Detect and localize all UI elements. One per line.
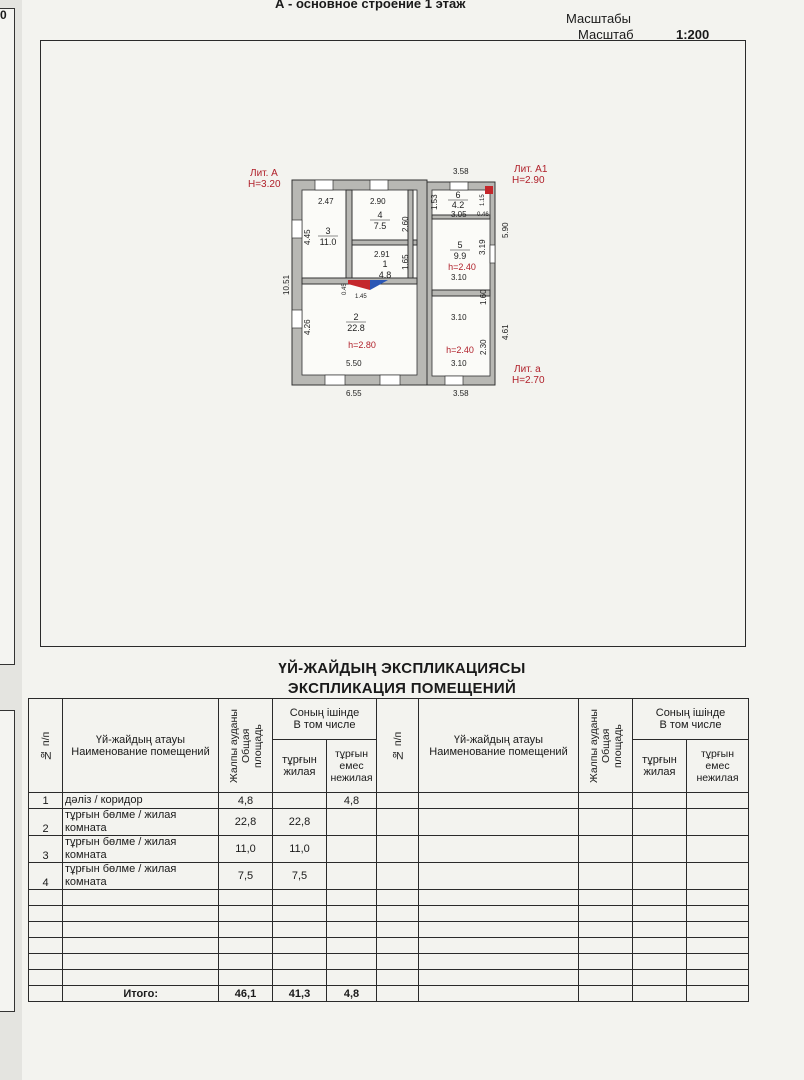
col-name-header-2: Үй-жайдың атауы Наименование помещений (419, 699, 579, 793)
previous-page-edge (0, 8, 15, 665)
dim-room7-width: 3.10 (451, 359, 467, 368)
room2-height: h=2.80 (348, 340, 376, 350)
total-area: 46,1 (219, 986, 273, 1002)
page-edge-digit: 0 (0, 8, 7, 22)
col-incl-header: Соның ішінде В том числе (273, 699, 377, 740)
total-label: Итого: (63, 986, 219, 1002)
col-num-header: № п/п (29, 699, 63, 793)
room4-num: 4 (377, 210, 383, 220)
room4-area: 7.5 (373, 221, 387, 231)
col-name-header: Үй-жайдың атауы Наименование помещений (63, 699, 219, 793)
table-row: 3 тұрғын бөлме / жилая комната 11,0 11,0 (29, 836, 749, 863)
room6-num: 6 (455, 190, 461, 200)
page-title: А - основное строение 1 этаж (275, 0, 466, 11)
room5-area: 9.9 (453, 251, 467, 261)
room5-height: h=2.40 (448, 262, 476, 272)
room1-num: 1 (382, 259, 388, 269)
room2-area: 22.8 (347, 323, 365, 333)
lit-a1-height: H=2.90 (512, 175, 545, 186)
dim-room2-width: 5.50 (346, 359, 362, 368)
dim-door-a: 0.45 (342, 283, 348, 295)
lit-a-small-height: H=2.70 (512, 375, 545, 386)
lit-a-height: H=3.20 (248, 179, 281, 190)
empty-row (29, 954, 749, 970)
room7-height: h=2.40 (446, 345, 474, 355)
room2-num: 2 (353, 312, 359, 322)
explication-title-ru: ЭКСПЛИКАЦИЯ ПОМЕЩЕНИЙ (287, 680, 517, 697)
dim-right-height-top: 5.90 (501, 222, 510, 238)
scale-label-ru: Масштаб (578, 27, 634, 42)
total-row (29, 986, 749, 1002)
lit-a-small-label: Лит. а (514, 364, 541, 375)
total-res: 41,3 (273, 986, 327, 1002)
col-res-header: тұрғын жилая (273, 740, 327, 793)
dim-room6-width: 3.05 (451, 210, 467, 219)
scale-label-kz: Масштабы (566, 11, 631, 26)
table-header-row (29, 699, 749, 740)
dim-top-right: 3.58 (453, 167, 469, 176)
lit-a-label: Лит. А (250, 168, 278, 179)
col-nonres-header: тұрғын емес нежилая (327, 740, 377, 793)
dim-bottom-right: 3.58 (453, 389, 469, 398)
col-incl-header-2: Соның ішінде В том числе (633, 699, 749, 740)
empty-row (29, 938, 749, 954)
room1-area: 4.8 (378, 270, 392, 280)
explication-table (28, 698, 749, 1002)
floor-plan (240, 160, 560, 400)
empty-row (29, 906, 749, 922)
table-row: 4 тұрғын бөлме / жилая комната 7,5 7,5 (29, 863, 749, 890)
dim-room5-height: 3.19 (478, 239, 487, 255)
scale-value: 1:200 (676, 27, 710, 42)
col-nonres-header-2: тұрғын емес нежилая (687, 740, 749, 793)
empty-row (29, 970, 749, 986)
dim-room6-small: 0.46 (477, 212, 489, 218)
dim-corridor-height: 1.65 (401, 254, 410, 270)
col-num-header-2: № п/п (377, 699, 419, 793)
previous-page-edge-lower (0, 710, 15, 1012)
lit-a1-label: Лит. А1 (514, 164, 548, 175)
room3-area: 11.0 (319, 237, 337, 247)
empty-row (29, 890, 749, 906)
room3-num: 3 (325, 226, 331, 236)
dim-total-height: 10.51 (282, 274, 291, 295)
dim-room2-height: 4.26 (303, 319, 312, 335)
dim-room7-top-width: 3.10 (451, 313, 467, 322)
room5-num: 5 (457, 240, 463, 250)
dim-right-height-bottom: 4.61 (501, 324, 510, 340)
total-nonres: 4,8 (327, 986, 377, 1002)
dim-room4-height: 2.60 (401, 216, 410, 232)
dim-bottom-width: 6.55 (346, 389, 362, 398)
empty-row (29, 922, 749, 938)
col-res-header-2: тұрғын жилая (633, 740, 687, 793)
dim-room6-side: 1.15 (480, 194, 486, 206)
col-total-header: Жалпы ауданы Общая площадь (219, 699, 273, 793)
dim-room3-width: 2.47 (318, 197, 334, 206)
dim-room3-height: 4.45 (303, 229, 312, 245)
dim-room7-depth: 1.60 (479, 289, 488, 305)
stove-mark (485, 186, 493, 194)
dim-room5-width: 3.10 (451, 273, 467, 282)
table-row: 1 дәліз / коридор 4,8 4,8 (29, 793, 749, 809)
dim-room6-height: 1.53 (430, 194, 439, 210)
dim-room7-height: 2.30 (479, 339, 488, 355)
table-row: 2 тұрғын бөлме / жилая комната 22,8 22,8 (29, 809, 749, 836)
dim-corridor-width: 2.91 (374, 250, 390, 259)
dim-room4-width: 2.90 (370, 197, 386, 206)
explication-title-kz: ҮЙ-ЖАЙДЫҢ ЭКСПЛИКАЦИЯСЫ (278, 660, 526, 677)
room6-area: 4.2 (451, 200, 465, 210)
dim-door-b: 1.45 (355, 294, 367, 300)
col-total-header-2: Жалпы ауданы Общая площадь (579, 699, 633, 793)
